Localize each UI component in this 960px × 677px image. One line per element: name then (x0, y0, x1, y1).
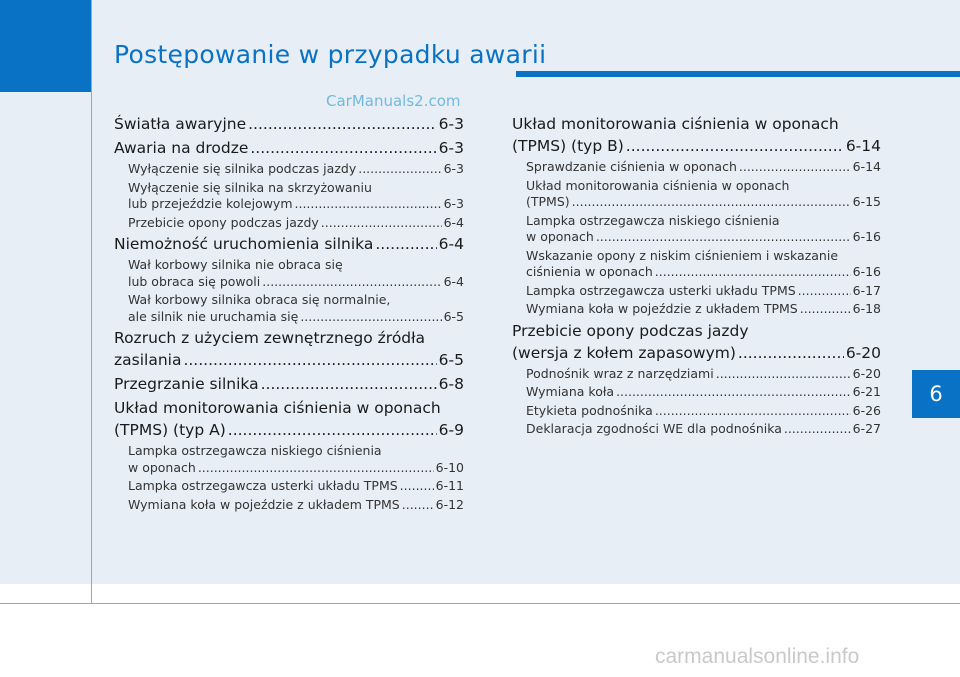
toc-page-number: 6-4 (438, 235, 464, 253)
toc-entry[interactable] (114, 215, 464, 232)
dot-leader (228, 419, 437, 441)
toc-entry-label: Wymiana koła (526, 384, 615, 399)
toc-entry-line: Lampka ostrzegawcza niskiego ciśnienia (128, 443, 382, 458)
toc-column-left (114, 111, 464, 513)
toc-entry-label: lub obraca się powoli (128, 273, 261, 289)
toc-entry[interactable] (114, 443, 464, 476)
toc-entry-label: (TPMS) (typ B) (512, 137, 624, 155)
toc-page-number: 6-9 (438, 421, 464, 439)
title-underline-bar (516, 71, 960, 77)
toc-page-number: 6-5 (438, 351, 464, 369)
toc-page-number: 6-16 (852, 264, 881, 279)
dot-leader (716, 366, 851, 383)
toc-entry-label: w oponach (128, 459, 196, 475)
toc-page-number: 6-20 (845, 343, 881, 362)
dot-leader (400, 478, 434, 495)
toc-page-number: 6-14 (852, 159, 881, 174)
toc-page-number: 6-15 (852, 194, 881, 209)
toc-page-number: 6-10 (435, 459, 464, 475)
toc-entry-label: Podnośnik wraz z narzędziami (526, 365, 714, 381)
toc-entry-label: Lampka ostrzegawcza usterki układu TPMS (526, 282, 796, 298)
toc-entry-label: zasilania (114, 351, 182, 369)
toc-entry-label: Przegrzanie silnika (114, 375, 259, 393)
dot-leader (300, 309, 441, 326)
toc-entry[interactable] (114, 257, 464, 290)
dot-leader (596, 229, 851, 246)
toc-entry-label: lub przejeździe kolejowym (128, 196, 293, 211)
dot-leader (375, 233, 436, 255)
dot-leader (183, 349, 436, 371)
toc-entry-label: Wyłączenie się silnika podczas jazdy (128, 161, 357, 176)
toc-entry[interactable] (512, 320, 881, 364)
toc-page-number: 6-14 (845, 137, 881, 155)
toc-page-number: 6-3 (443, 196, 464, 211)
dot-leader (616, 384, 851, 401)
toc-entry[interactable] (114, 478, 464, 495)
dot-leader (295, 196, 442, 213)
toc-entry-label: Etykieta podnośnika (526, 402, 653, 418)
toc-entry-line: Wał korbowy silnika obraca się normalnie, (128, 292, 391, 307)
toc-page-number: 6-3 (438, 139, 464, 157)
toc-entry-label: Wymiana koła w pojeździe z układem TPMS (526, 301, 798, 316)
toc-page-number: 6-8 (438, 375, 464, 393)
toc-entry-label: (wersja z kołem zapasowym) (512, 343, 736, 362)
toc-entry-label: (TPMS) (526, 194, 570, 209)
toc-entry[interactable] (512, 366, 881, 383)
toc-page-number: 6-26 (852, 402, 881, 418)
dot-leader (655, 264, 851, 281)
dot-leader (739, 159, 851, 176)
toc-entry[interactable] (512, 159, 881, 176)
dot-leader (250, 137, 436, 159)
dot-leader (261, 373, 437, 395)
toc-entry[interactable] (114, 397, 464, 441)
toc-entry[interactable] (512, 384, 881, 401)
chapter-tab[interactable]: 6 (912, 370, 960, 418)
horizontal-divider (0, 603, 960, 604)
toc-page-number: 6-12 (435, 496, 464, 512)
toc-entry[interactable] (114, 161, 464, 178)
dot-leader (321, 215, 442, 232)
toc-entry-label: ale silnik nie uruchamia się (128, 308, 299, 324)
toc-entry[interactable] (512, 283, 881, 300)
corner-accent-block (0, 0, 92, 92)
dot-leader (358, 161, 441, 178)
toc-page-number: 6-18 (852, 301, 881, 316)
toc-entry[interactable] (512, 248, 881, 281)
toc-entry[interactable] (512, 403, 881, 420)
dot-leader (655, 403, 851, 420)
dot-leader (262, 274, 441, 291)
watermark-bottom: carmanualsonline.info (655, 645, 860, 668)
dot-leader (248, 113, 437, 135)
toc-entry[interactable] (114, 113, 464, 135)
toc-page-number: 6-3 (443, 161, 464, 176)
toc-entry-line: Przebicie opony podczas jazdy (512, 321, 749, 340)
toc-entry-label: ciśnienia w oponach (526, 264, 653, 279)
toc-entry[interactable] (114, 327, 464, 371)
toc-entry[interactable] (114, 373, 464, 395)
toc-entry[interactable] (114, 497, 464, 514)
toc-entry[interactable] (114, 292, 464, 325)
toc-entry-line: Układ monitorowania ciśnienia w oponach (512, 115, 839, 133)
dot-leader (402, 497, 434, 514)
toc-entry-line: Wał korbowy silnika nie obraca się (128, 257, 343, 272)
toc-entry-line: Lampka ostrzegawcza niskiego ciśnienia (526, 212, 780, 228)
toc-page-number: 6-16 (852, 229, 881, 244)
toc-page-number: 6-27 (852, 421, 881, 436)
toc-page-number: 6-4 (443, 273, 464, 289)
toc-column-right (512, 111, 881, 438)
toc-entry-line: Rozruch z użyciem zewnętrznego źródła (114, 329, 426, 347)
toc-entry[interactable] (114, 180, 464, 213)
toc-entry-label: w oponach (526, 229, 594, 244)
toc-entry-line: Wyłączenie się silnika na skrzyżowaniu (128, 179, 372, 195)
toc-entry-label: Sprawdzanie ciśnienia w oponach (526, 159, 737, 174)
toc-entry[interactable] (114, 137, 464, 159)
vertical-divider (91, 0, 92, 604)
toc-page-number: 6-21 (852, 384, 881, 399)
toc-page-number: 6-5 (443, 308, 464, 324)
toc-page-number: 6-3 (438, 115, 464, 133)
toc-entry-label: Lampka ostrzegawcza usterki układu TPMS (128, 478, 398, 493)
dot-leader (738, 342, 844, 364)
toc-entry-label: Wymiana koła w pojeździe z układem TPMS (128, 496, 400, 512)
toc-entry-label: Przebicie opony podczas jazdy (128, 214, 319, 230)
toc-entry[interactable] (512, 113, 881, 157)
watermark-top: CarManuals2.com (326, 92, 461, 110)
toc-entry[interactable] (512, 301, 881, 318)
toc-entry-line: Układ monitorowania ciśnienia w oponach (114, 399, 441, 417)
toc-entry[interactable] (512, 421, 881, 438)
toc-entry-label: Światła awaryjne (114, 115, 247, 133)
dot-leader (798, 283, 851, 300)
toc-page-number: 6-11 (435, 478, 464, 493)
toc-entry[interactable] (512, 213, 881, 246)
page-title: Postępowanie w przypadku awarii (114, 40, 547, 69)
toc-entry-label: (TPMS) (typ A) (114, 421, 226, 439)
toc-entry[interactable] (114, 233, 464, 255)
toc-entry-line: Układ monitorowania ciśnienia w oponach (526, 177, 790, 193)
toc-entry-label: Niemożność uruchomienia silnika (114, 235, 374, 253)
toc-entry-line: Wskazanie opony z niskim ciśnieniem i wskazanie (526, 247, 839, 263)
dot-leader (784, 421, 851, 438)
dot-leader (800, 301, 851, 318)
toc-entry-label: Awaria na drodze (114, 139, 249, 157)
toc-entry[interactable] (512, 178, 881, 211)
toc-entry-label: Deklaracja zgodności WE dla podnośnika (526, 421, 782, 436)
toc-page-number: 6-4 (443, 214, 464, 230)
toc-page-number: 6-20 (852, 365, 881, 381)
dot-leader (626, 135, 844, 157)
dot-leader (572, 194, 851, 211)
toc-page-number: 6-17 (852, 282, 881, 298)
dot-leader (198, 460, 434, 477)
